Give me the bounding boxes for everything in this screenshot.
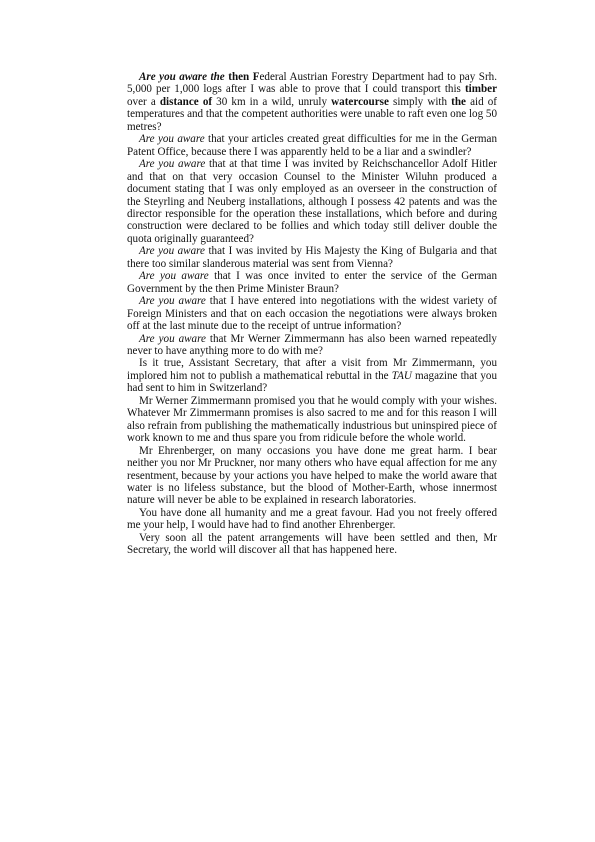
paragraph [127, 133, 497, 158]
text-run: that I was invited by His Majesty the King of Bulgaria and that there too similar slanderous material was sent from Vienna? [127, 245, 498, 270]
text-run: Is it true, Assistant Secretary, that after a visit from Mr Zimmermann, you implored him not to publish a mathematical rebuttal in the [127, 357, 497, 382]
text-run: Mr Werner Zimmermann promised you that he would comply with your wishes. Whatever Mr Zimmermann promises is also sacred to me and for this reason I will also refrain from publishing the mathematically industrious but uninspired piece of work known to me and thus spare you from ridicule before the whole world. [127, 394, 497, 445]
emphasized-text: Are you aware the [139, 71, 229, 83]
text-run: Very soon all the patent arrangements will have been settled and then, Mr Secretary, the world will discover all that has happened here. [127, 531, 497, 557]
text-run: ederal Austrian Forestry Department had to pay Srh. 5,000 per 1,000 logs after I was able to prove that I could transport this [127, 71, 497, 96]
paragraph [127, 158, 497, 245]
text-run: that I have entered into negotiations with the widest variety of Foreign Ministers and that on each occasion the negotiations were always broken off at the last minute due to the receipt of untrue information? [127, 295, 497, 333]
body-text [127, 71, 497, 557]
text-run: that at that time I was invited by Reichschancellor Adolf Hitler and that on that very occasion Counsel to the Minister Wiluhn produced a document stating that I was only employed as an overseer in the construction of the Steyrling and Neuberg installations, although I possess 42 patents and was the director responsible for the operation these installations, which before and during construction were declared to be follies and which today still deliver double the quota originally guaranteed? [127, 158, 497, 245]
text-run: You have done all humanity and me a great favour. Had you not freely offered me your help, I would have had to find another Ehrenberger. [127, 506, 497, 532]
emphasized-text: Are you aware [139, 332, 206, 345]
text-run: 30 km in a wild, unruly [212, 95, 332, 108]
emphasized-text: Are you aware [139, 158, 206, 171]
text-run: over a [127, 95, 160, 108]
text-run: magazine that you had sent to him in Switzerland? [127, 369, 497, 395]
text-run: Mr Ehrenberger, on many occasions you have done me great harm. I bear neither you nor Mr Pruckner, nor many others who have equal affection for me any resentment, because by your actions you have helped to make the world aware that water is no lifeless substance, but the blood of Mother-Earth, whose innermost nature will never be able to be explained in research laboratories. [127, 444, 497, 507]
text-run: simply with [388, 95, 452, 108]
paragraph [127, 270, 497, 295]
paragraph [127, 532, 497, 557]
paragraph [127, 333, 497, 358]
emphasized-text: Are you aware [139, 245, 205, 258]
paragraph [127, 395, 497, 445]
emphasized-text: timber [464, 83, 497, 96]
paragraph [127, 295, 497, 332]
emphasized-text: then F [228, 71, 260, 83]
paragraph [127, 507, 497, 532]
emphasized-text: Are you aware [139, 295, 206, 308]
emphasized-text: Are you aware [139, 270, 209, 283]
text-run: that I was once invited to enter the service of the German Government by the then Prime Minister Braun? [127, 270, 498, 295]
emphasized-text: the [451, 95, 466, 108]
text-run: that your articles created great difficulties for me in the German Patent Office, because there I was apparently held to be a liar and a swindler? [127, 133, 497, 158]
paragraph [127, 71, 497, 133]
emphasized-text: TAU [391, 369, 412, 382]
paragraph [127, 445, 497, 507]
text-run: that Mr Werner Zimmermann has also been warned repeatedly never to have anything more to do with me? [127, 332, 497, 357]
paragraph [127, 245, 497, 270]
emphasized-text: distance of [159, 95, 213, 108]
text-run: aid of temperatures and that the competent authorities were unable to raft even one log 50 metres? [127, 95, 497, 133]
emphasized-text: watercourse [331, 95, 389, 108]
paragraph [127, 357, 497, 394]
emphasized-text: Are you aware [139, 133, 205, 146]
